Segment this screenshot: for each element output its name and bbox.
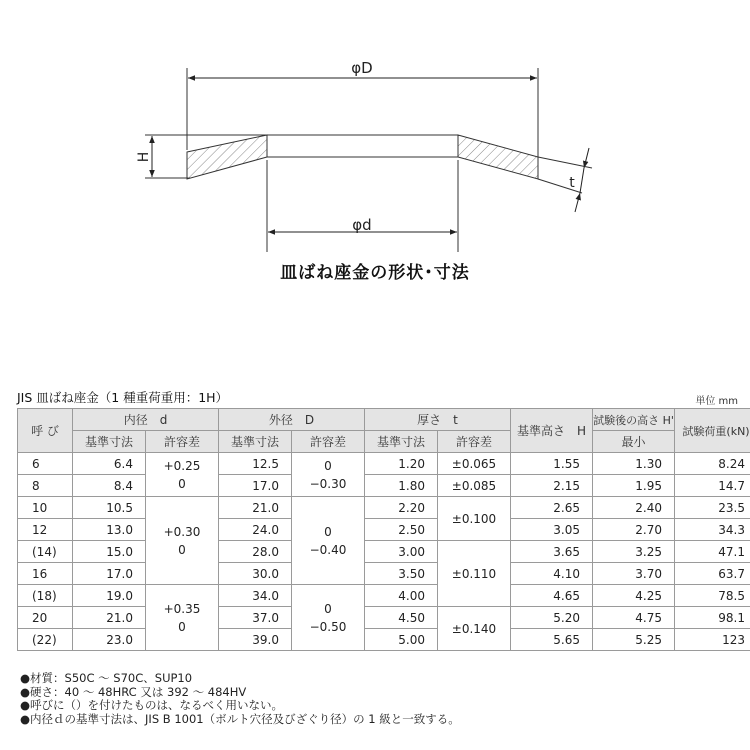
- cell-t: 4.00: [365, 585, 438, 607]
- cell-t: 1.80: [365, 475, 438, 497]
- cell-t: 3.00: [365, 541, 438, 563]
- header-height-after-test: 試験後の高さ H': [593, 409, 675, 431]
- cell-D: 24.0: [219, 519, 292, 541]
- cell-d: 10.5: [73, 497, 146, 519]
- inner-diameter-label: φd: [352, 216, 372, 234]
- cell-d: 21.0: [73, 607, 146, 629]
- header-t-tolerance: 許容差: [438, 431, 511, 453]
- cell-load: 23.5: [675, 497, 750, 519]
- cell-H-min: 3.70: [593, 563, 675, 585]
- cell-D: 37.0: [219, 607, 292, 629]
- cell-d: 15.0: [73, 541, 146, 563]
- cell-H: 4.10: [511, 563, 593, 585]
- washer-section-right: [458, 135, 538, 179]
- note-inner-diameter: ●内径ｄの基準寸法は、JIS B 1001（ボルト穴径及びざぐり径）の 1 級と一致する。: [20, 711, 460, 726]
- cell-t: 1.20: [365, 453, 438, 475]
- header-t-basic: 基準寸法: [365, 431, 438, 453]
- table-row: [18, 585, 750, 607]
- table-row: [18, 607, 750, 629]
- cell-D: 28.0: [219, 541, 292, 563]
- header-nominal: 呼 び: [18, 409, 73, 453]
- cell-D: 34.0: [219, 585, 292, 607]
- cell-H-min: 1.95: [593, 475, 675, 497]
- cell-load: 34.3: [675, 519, 750, 541]
- cell-H: 3.05: [511, 519, 593, 541]
- t-dimension-line: [580, 168, 584, 193]
- t-ext-bottom: [538, 179, 582, 193]
- height-label: H: [136, 151, 152, 163]
- cell-d: 13.0: [73, 519, 146, 541]
- diagram-caption: 皿ばね座金の形状･寸法: [280, 263, 470, 283]
- cell-H-min: 4.75: [593, 607, 675, 629]
- note-parentheses: ●呼びに（）を付けたものは、なるべく用いない。: [20, 698, 284, 712]
- header-outer-diameter: 外径 D: [219, 409, 365, 431]
- spec-table: [17, 408, 750, 651]
- cell-H: 3.65: [511, 541, 593, 563]
- cell-nominal: 20: [18, 607, 73, 629]
- cell-H-min: 5.25: [593, 629, 675, 651]
- cell-H: 2.65: [511, 497, 593, 519]
- cell-load: 47.1: [675, 541, 750, 563]
- table-title: JIS 皿ばね座金（1 種重荷重用：1H）: [17, 390, 229, 405]
- washer-section-left: [187, 135, 267, 179]
- header-row-2: [18, 431, 750, 453]
- t-arrow-top: [584, 148, 589, 168]
- header-inner-diameter: 内径 d: [73, 409, 219, 431]
- cell-load: 8.24: [675, 453, 750, 475]
- cell-H-min: 2.70: [593, 519, 675, 541]
- cell-nominal: 10: [18, 497, 73, 519]
- table-row: [18, 629, 750, 651]
- header-minimum: 最小: [593, 431, 675, 453]
- cell-D: 12.5: [219, 453, 292, 475]
- table-row: [18, 453, 750, 475]
- cell-t-tolerance: ±0.110: [438, 541, 511, 607]
- cell-t-tolerance: ±0.065: [438, 453, 511, 475]
- cell-D-tolerance: 0 −0.50: [292, 585, 365, 651]
- cell-d: 19.0: [73, 585, 146, 607]
- cell-load: 78.5: [675, 585, 750, 607]
- cell-d: 6.4: [73, 453, 146, 475]
- header-d-basic: 基準寸法: [73, 431, 146, 453]
- cell-load: 63.7: [675, 563, 750, 585]
- cell-t-tolerance: ±0.100: [438, 497, 511, 541]
- table-row: [18, 563, 750, 585]
- cell-H: 2.15: [511, 475, 593, 497]
- table-row: [18, 475, 750, 497]
- cell-nominal: (18): [18, 585, 73, 607]
- cell-H-min: 1.30: [593, 453, 675, 475]
- table-row: [18, 519, 750, 541]
- cell-nominal: (14): [18, 541, 73, 563]
- cell-nominal: 6: [18, 453, 73, 475]
- table-row: [18, 497, 750, 519]
- note-hardness: ●硬さ：40 ～ 48HRC 又は 392 ～ 484HV: [20, 684, 247, 699]
- cell-D-tolerance: 0 −0.30: [292, 453, 365, 497]
- cell-H-min: 4.25: [593, 585, 675, 607]
- notes: [20, 672, 460, 726]
- cell-t-tolerance: ±0.140: [438, 607, 511, 651]
- cell-d-tolerance: +0.30 0: [146, 497, 219, 585]
- header-d-tolerance: 許容差: [146, 431, 219, 453]
- cell-D: 17.0: [219, 475, 292, 497]
- outer-diameter-label: φD: [351, 59, 373, 77]
- cell-D: 39.0: [219, 629, 292, 651]
- cell-t: 2.50: [365, 519, 438, 541]
- cell-D: 30.0: [219, 563, 292, 585]
- cell-t: 3.50: [365, 563, 438, 585]
- cell-t: 2.20: [365, 497, 438, 519]
- header-thickness: 厚さ t: [365, 409, 511, 431]
- cell-d-tolerance: +0.35 0: [146, 585, 219, 651]
- cell-load: 14.7: [675, 475, 750, 497]
- cell-H: 1.55: [511, 453, 593, 475]
- cell-d: 23.0: [73, 629, 146, 651]
- unit-label: 単位 mm: [695, 396, 738, 407]
- cell-d: 8.4: [73, 475, 146, 497]
- cell-H: 5.65: [511, 629, 593, 651]
- washer-diagram: [0, 0, 750, 290]
- thickness-label: t: [569, 175, 575, 191]
- cell-H-min: 3.25: [593, 541, 675, 563]
- cell-load: 98.1: [675, 607, 750, 629]
- cell-t: 5.00: [365, 629, 438, 651]
- cell-nominal: 16: [18, 563, 73, 585]
- header-row-1: [18, 409, 750, 431]
- cell-d-tolerance: +0.25 0: [146, 453, 219, 497]
- header-D-basic: 基準寸法: [219, 431, 292, 453]
- cell-nominal: (22): [18, 629, 73, 651]
- cell-load: 123: [675, 629, 750, 651]
- cell-t-tolerance: ±0.085: [438, 475, 511, 497]
- cell-t: 4.50: [365, 607, 438, 629]
- t-arrow-bottom: [575, 193, 580, 212]
- cell-D: 21.0: [219, 497, 292, 519]
- note-material: ●材質：S50C ～ S70C、SUP10: [20, 671, 193, 685]
- cell-nominal: 12: [18, 519, 73, 541]
- cell-nominal: 8: [18, 475, 73, 497]
- header-test-load: 試験荷重(kN): [675, 409, 750, 453]
- cell-D-tolerance: 0 −0.40: [292, 497, 365, 585]
- cell-d: 17.0: [73, 563, 146, 585]
- header-height: 基準高さ H: [511, 409, 593, 453]
- table-row: [18, 541, 750, 563]
- header-D-tolerance: 許容差: [292, 431, 365, 453]
- cell-H: 4.65: [511, 585, 593, 607]
- cell-H-min: 2.40: [593, 497, 675, 519]
- cell-H: 5.20: [511, 607, 593, 629]
